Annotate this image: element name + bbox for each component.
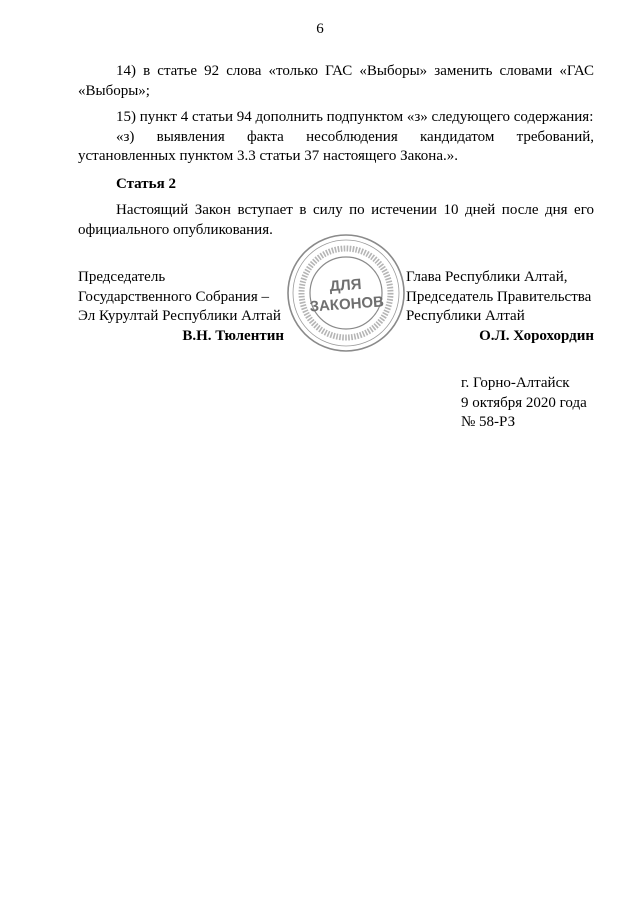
head-title-line-3: Республики Алтай	[406, 308, 525, 324]
paragraph-14-line-2: «Выборы»;	[78, 82, 150, 99]
round-stamp-icon	[285, 232, 407, 354]
paragraph-15: 15) пункт 4 статьи 94 дополнить подпунктом «з» следующего содержания:	[116, 109, 594, 125]
document-body	[78, 62, 594, 240]
chairman-title-line-3: Эл Курултай Республики Алтай	[78, 308, 281, 324]
subparagraph-z-line-1: «з) выявления факта несоблюдения кандидатом требований,	[116, 128, 594, 145]
page-number: 6	[316, 21, 324, 37]
article-2-heading: Статья 2	[116, 175, 176, 192]
stamp-text-line-2: ЗАКОНОВ	[309, 293, 385, 316]
head-title-line-2: Председатель Правительства	[406, 288, 592, 305]
paragraph-14-line-1: 14) в статье 92 слова «только ГАС «Выборы» заменить словами «ГАС	[116, 63, 594, 79]
footer-city: г. Горно-Алтайск	[461, 375, 570, 391]
signature-block-head	[406, 268, 594, 346]
footer-law-number: № 58-РЗ	[461, 414, 516, 430]
footer-date: 9 октября 2020 года	[461, 394, 587, 411]
article-2-text-line-1: Настоящий Закон вступает в силу по истечении 10 дней после дня его	[116, 202, 594, 218]
head-name: О.Л. Хорохордин	[479, 327, 594, 344]
chairman-title-line-2: Государственного Собрания –	[78, 288, 269, 305]
document-footer	[461, 374, 587, 433]
article-2-text-line-2: официального опубликования.	[78, 221, 273, 238]
stamp-text-line-1: ДЛЯ	[328, 275, 363, 296]
signature-block-chairman	[78, 268, 284, 346]
chairman-name: В.Н. Тюлентин	[182, 327, 284, 344]
subparagraph-z-line-2: установленных пунктом 3.3 статьи 37 настоящего Закона.».	[78, 148, 458, 164]
chairman-title-line-1: Председатель	[78, 269, 166, 285]
head-title-line-1: Глава Республики Алтай,	[406, 269, 568, 285]
